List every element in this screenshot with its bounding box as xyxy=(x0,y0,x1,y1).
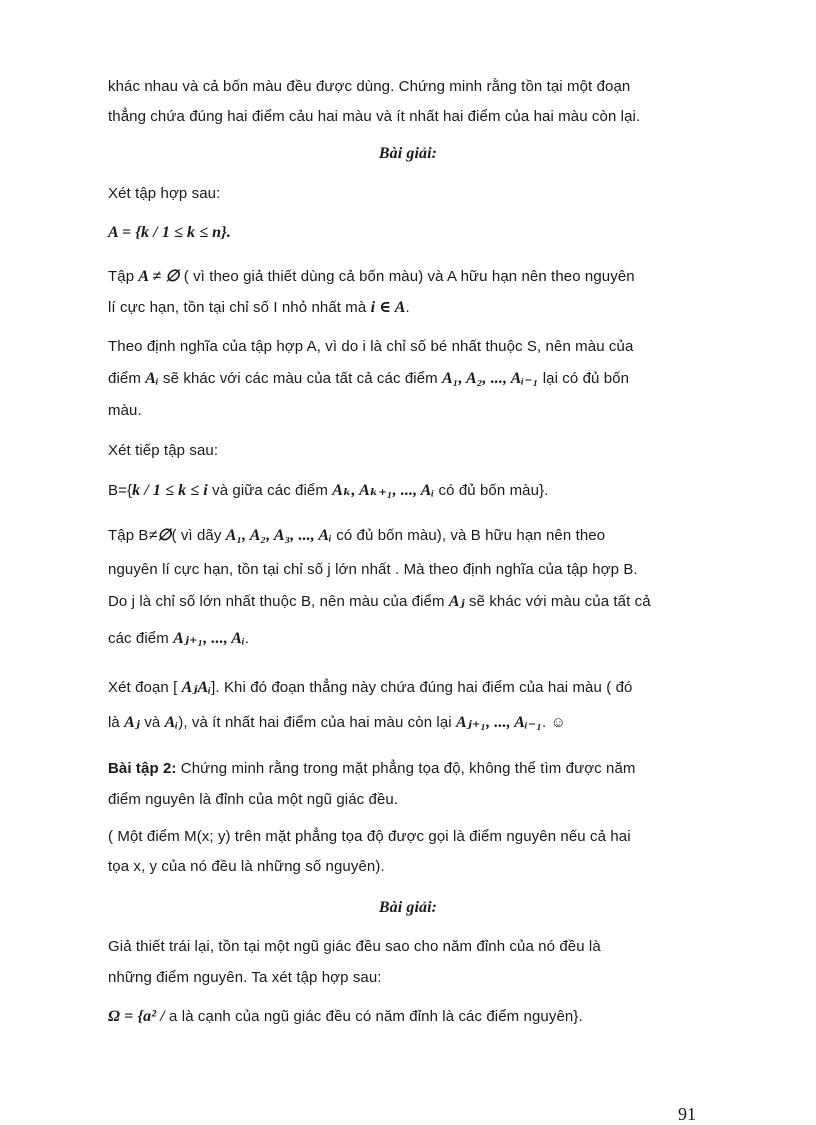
text-span: . xyxy=(244,630,250,647)
text-line xyxy=(108,525,605,545)
text-span: Xét đoạn [ xyxy=(108,679,182,696)
text-line xyxy=(108,480,548,500)
text-line xyxy=(108,677,632,697)
text-line: thẳng chứa đúng hai điểm cảu hai màu và ít nhất hai điểm của hai màu còn lại. xyxy=(108,108,641,125)
text-line: nguyên lí cực hạn, tồn tại chỉ số j lớn nhất . Mà theo định nghĩa của tập hợp B. xyxy=(108,561,638,578)
text-line: màu. xyxy=(108,402,142,419)
math-expression: Aₖ, Aₖ₊₁, ..., Aᵢ xyxy=(332,482,435,499)
text-span: có đủ bốn màu), và B hữu hạn nên theo xyxy=(331,527,606,544)
text-line xyxy=(108,760,636,777)
text-span: lại có đủ bốn xyxy=(538,370,630,387)
text-span: ( vì theo giả thiết dùng cả bốn màu) và A hữu hạn nên theo nguyên xyxy=(179,268,635,285)
text-line: Giả thiết trái lại, tồn tại một ngũ giác đều sao cho năm đỉnh của nó đều là xyxy=(108,938,601,955)
text-span: . xyxy=(405,299,410,316)
text-span: và giữa các điểm xyxy=(207,482,333,499)
text-span: ( vì dãy xyxy=(171,527,226,544)
text-line: những điểm nguyên. Ta xét tập hợp sau: xyxy=(108,969,382,986)
text-span: Chứng minh rằng trong mặt phẳng tọa độ, không thể tìm được năm xyxy=(176,760,636,777)
math-expression: k / 1 ≤ k ≤ i xyxy=(132,482,208,499)
formula-set-a: A = {k / 1 ≤ k ≤ n}. xyxy=(108,224,231,241)
text-line: tọa x, y của nó đều là những số nguyên). xyxy=(108,858,385,875)
text-line xyxy=(108,297,410,317)
math-expression: Ω = {a² / xyxy=(108,1008,165,1025)
text-span: . ☺ xyxy=(542,714,566,731)
text-line xyxy=(108,266,635,286)
math-expression: Aᵢ xyxy=(164,714,179,731)
math-expression: Aⱼ xyxy=(124,714,141,731)
text-span: lí cực hạn, tồn tại chỉ số I nhỏ nhất mà xyxy=(108,299,371,316)
text-line: Theo định nghĩa của tập hợp A, vì do i là chỉ số bé nhất thuộc S, nên màu của xyxy=(108,338,634,355)
text-line xyxy=(108,628,249,648)
text-span: là xyxy=(108,714,125,731)
math-expression: A ≠ ∅ xyxy=(138,268,180,285)
text-line: điểm nguyên là đỉnh của một ngũ giác đều. xyxy=(108,791,399,808)
text-span: a là cạnh của ngũ giác đều có năm đỉnh là các điểm nguyên}. xyxy=(164,1008,583,1025)
text-span: sẽ khác với các màu của tất cả các điểm xyxy=(158,370,442,387)
math-expression: Aⱼ xyxy=(448,593,465,610)
text-span: có đủ bốn màu}. xyxy=(434,482,549,499)
text-span: điểm xyxy=(108,370,146,387)
math-expression: AⱼAᵢ xyxy=(181,679,212,696)
text-line: Xét tập hợp sau: xyxy=(108,185,221,202)
section-heading: Bài giải: xyxy=(378,899,438,916)
math-expression: Aⱼ₊₁, ..., Aᵢ₋₁ xyxy=(456,714,543,731)
text-line xyxy=(108,591,651,611)
math-expression: A₁, A₂, ..., Aᵢ₋₁ xyxy=(442,370,539,387)
text-line: ( Một điểm M(x; y) trên mặt phẳng tọa độ được gọi là điểm nguyên nếu cả hai xyxy=(108,828,631,845)
math-expression: ≠∅ xyxy=(148,527,172,544)
text-line: khác nhau và cả bốn màu đều được dùng. Chứng minh rằng tồn tại một đoạn xyxy=(108,78,631,95)
text-line xyxy=(108,712,566,732)
text-span: ]. Khi đó đoạn thẳng này chứa đúng hai điểm của hai màu ( đó xyxy=(211,679,633,696)
math-expression: Aⱼ₊₁, ..., Aᵢ xyxy=(173,630,245,647)
text-line: Xét tiếp tập sau: xyxy=(108,442,219,459)
text-line xyxy=(108,368,629,388)
exercise-label: Bài tập 2: xyxy=(108,760,177,777)
text-span: sẽ khác với màu của tất cả xyxy=(464,593,651,610)
text-span: Tập xyxy=(108,268,139,285)
text-line xyxy=(108,1008,583,1026)
math-expression: i ∈ A xyxy=(370,299,406,316)
math-expression: Aᵢ xyxy=(145,370,159,387)
text-span: các điểm xyxy=(108,630,174,647)
text-span: ), và ít nhất hai điểm của hai màu còn lại xyxy=(178,714,456,731)
text-span: Tập B xyxy=(108,527,149,544)
text-span: Do j là chỉ số lớn nhất thuộc B, nên màu của điểm xyxy=(108,593,449,610)
page-number: 91 xyxy=(678,1104,696,1124)
math-expression: A₁, A₂, A₃, ..., Aᵢ xyxy=(225,527,332,544)
section-heading: Bài giải: xyxy=(378,145,438,162)
text-span: và xyxy=(140,714,165,731)
text-span: B={ xyxy=(108,482,133,499)
